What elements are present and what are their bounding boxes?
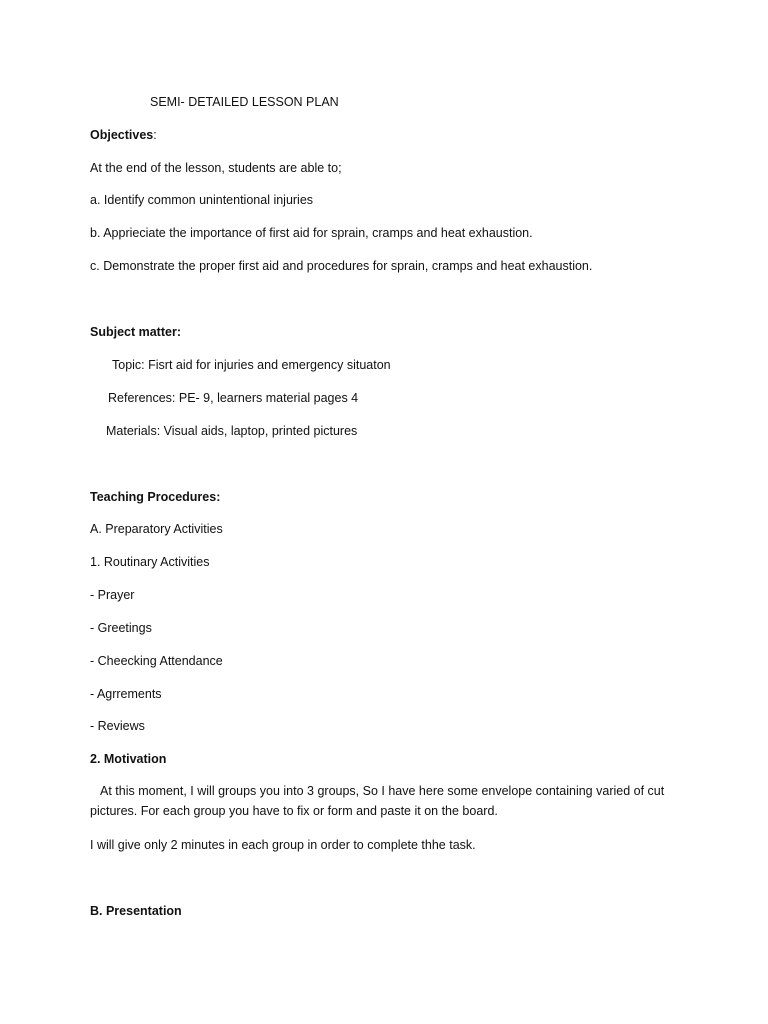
subject-topic: Topic: Fisrt aid for injuries and emergency situaton: [112, 358, 391, 372]
objectives-heading: Objectives: [90, 128, 154, 142]
routinary-activities: 1. Routinary Activities: [90, 555, 210, 569]
routine-item: - Greetings: [90, 621, 152, 635]
subject-materials: Materials: Visual aids, laptop, printed pictures: [106, 424, 358, 438]
objectives-intro: At the end of the lesson, students are able to;: [90, 161, 342, 175]
motivation-heading: 2. Motivation: [90, 752, 167, 766]
objective-item: b. Apprieciate the importance of first aid for sprain, cramps and heat exhaustion.: [90, 226, 533, 240]
preparatory-activities: A. Preparatory Activities: [90, 522, 223, 536]
motivation-time-note: I will give only 2 minutes in each group in order to complete thhe task.: [90, 838, 476, 852]
objective-item: a. Identify common unintentional injuries: [90, 193, 314, 207]
routine-item: - Prayer: [90, 588, 135, 602]
teaching-procedures-heading: Teaching Procedures:: [90, 490, 221, 504]
subject-references: References: PE- 9, learners material pages 4: [108, 391, 359, 405]
motivation-paragraph: At this moment, I will groups you into 3 groups, So I have here some envelope containing varied of cut pictures. For each group you have to fix or form and paste it on the board.: [90, 784, 665, 818]
presentation-heading: B. Presentation: [90, 904, 182, 918]
document-title: SEMI- DETAILED LESSON PLAN: [150, 95, 339, 109]
objectives-heading-line: [90, 127, 157, 143]
routine-item: - Reviews: [90, 719, 145, 733]
objective-item: c. Demonstrate the proper first aid and procedures for sprain, cramps and heat exhaustion.: [90, 259, 593, 273]
routine-item: - Cheecking Attendance: [90, 654, 223, 668]
routine-item: - Agrrements: [90, 687, 162, 701]
subject-matter-heading: Subject matter:: [90, 325, 181, 339]
objectives-colon: :: [153, 128, 157, 142]
